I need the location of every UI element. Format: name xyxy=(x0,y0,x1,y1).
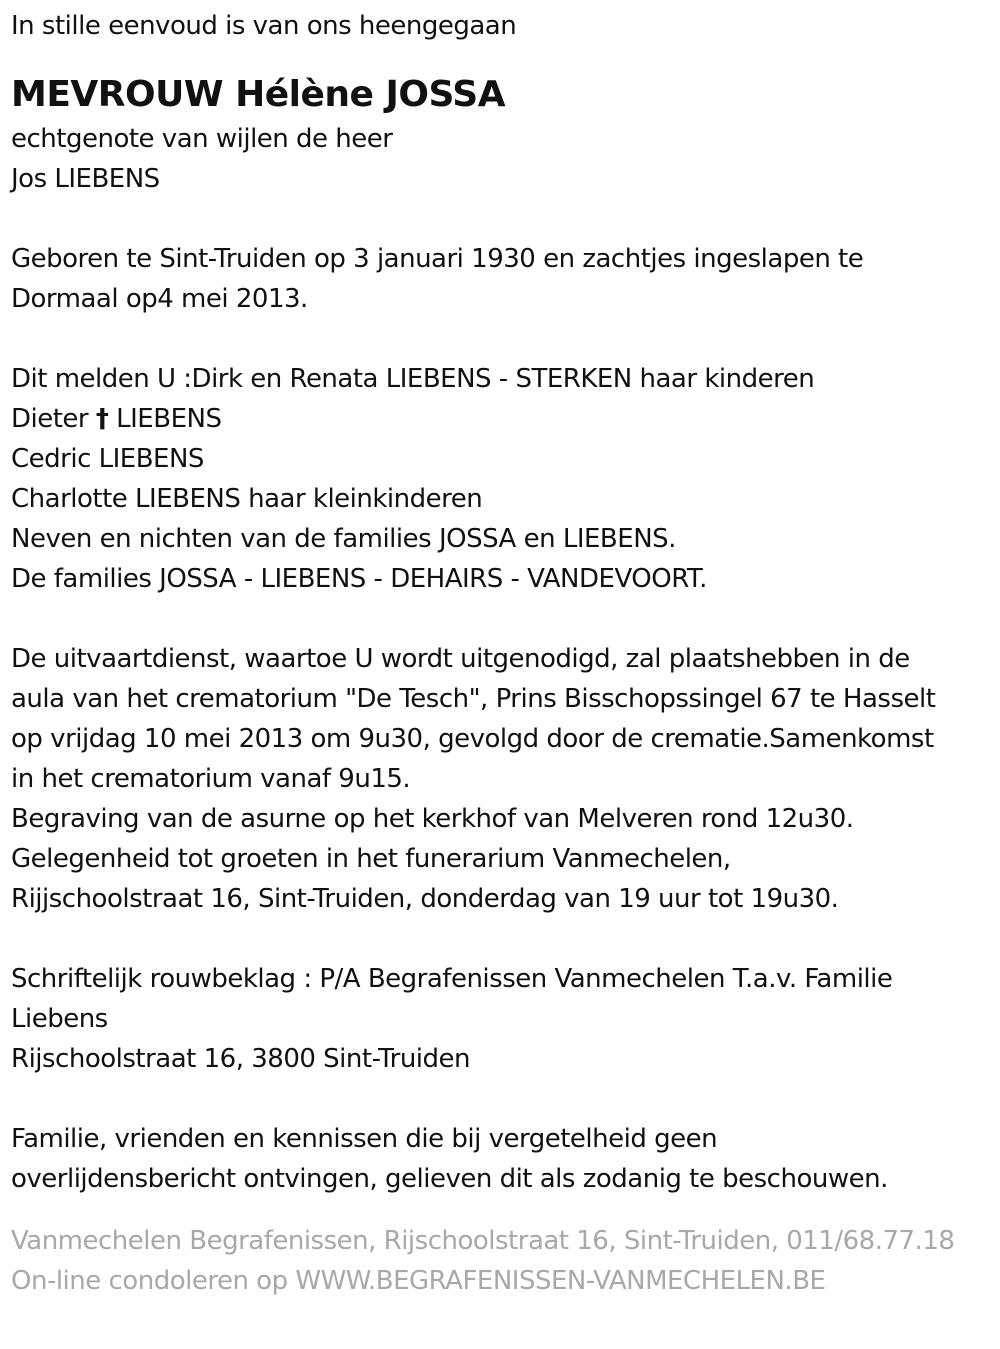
family-line: Dit melden U :Dirk en Renata LIEBENS - STERKEN haar kinderen xyxy=(11,364,815,394)
service-line: Rijjschoolstraat 16, Sint-Truiden, donderdag van 19 uur tot 19u30. xyxy=(11,884,839,914)
spacer xyxy=(11,599,990,639)
condolence-line: Liebens xyxy=(11,1004,108,1034)
birth-death-line: Dormaal op4 mei 2013. xyxy=(11,284,308,314)
service-line: Gelegenheid tot groeten in het funerarium Vanmechelen, xyxy=(11,844,731,874)
spacer xyxy=(11,319,990,359)
family-member-last-name: LIEBENS xyxy=(116,404,222,434)
family-line: De families JOSSA - LIEBENS - DEHAIRS - VANDEVOORT. xyxy=(11,564,707,594)
spacer xyxy=(11,1079,990,1119)
service-line: Begraving van de asurne op het kerkhof van Melveren rond 12u30. xyxy=(11,804,854,834)
spacer xyxy=(11,199,990,239)
spouse-line: echtgenote van wijlen de heer xyxy=(11,124,393,154)
condolence-line: Schriftelijk rouwbeklag : P/A Begrafenissen Vanmechelen T.a.v. Familie xyxy=(11,964,893,994)
footer-website: On-line condoleren op WWW.BEGRAFENISSEN-VANMECHELEN.BE xyxy=(11,1266,826,1296)
family-line: Neven en nichten van de families JOSSA en LIEBENS. xyxy=(11,524,676,554)
deceased-name: MEVROUW Hélène JOSSA xyxy=(11,74,506,115)
closing-line: Familie, vrienden en kennissen die bij vergetelheid geen xyxy=(11,1124,718,1154)
family-line: Charlotte LIEBENS haar kleinkinderen xyxy=(11,484,483,514)
family-line: Cedric LIEBENS xyxy=(11,444,204,474)
footer-contact: Vanmechelen Begrafenissen, Rijschoolstraat 16, Sint-Truiden, 011/68.77.18 xyxy=(11,1226,955,1256)
service-line: De uitvaartdienst, waartoe U wordt uitgenodigd, zal plaatshebben in de xyxy=(11,644,910,674)
service-line: aula van het crematorium "De Tesch", Prins Bisschopssingel 67 te Hasselt xyxy=(11,684,936,714)
service-line: op vrijdag 10 mei 2013 om 9u30, gevolgd door de crematie.Samenkomst xyxy=(11,724,934,754)
closing-line: overlijdensbericht ontvingen, gelieven dit als zodanig te beschouwen. xyxy=(11,1164,888,1194)
cross-icon: † xyxy=(95,404,109,434)
spouse-name: Jos LIEBENS xyxy=(11,164,160,194)
condolence-line: Rijschoolstraat 16, 3800 Sint-Truiden xyxy=(11,1044,470,1074)
family-line-dieter xyxy=(11,399,990,439)
spacer xyxy=(11,919,990,959)
intro-text: In stille eenvoud is van ons heengegaan xyxy=(11,11,517,41)
service-line: in het crematorium vanaf 9u15. xyxy=(11,764,411,794)
family-member-first-name: Dieter xyxy=(11,404,89,434)
birth-death-line: Geboren te Sint-Truiden op 3 januari 1930 en zachtjes ingeslapen te xyxy=(11,244,864,274)
